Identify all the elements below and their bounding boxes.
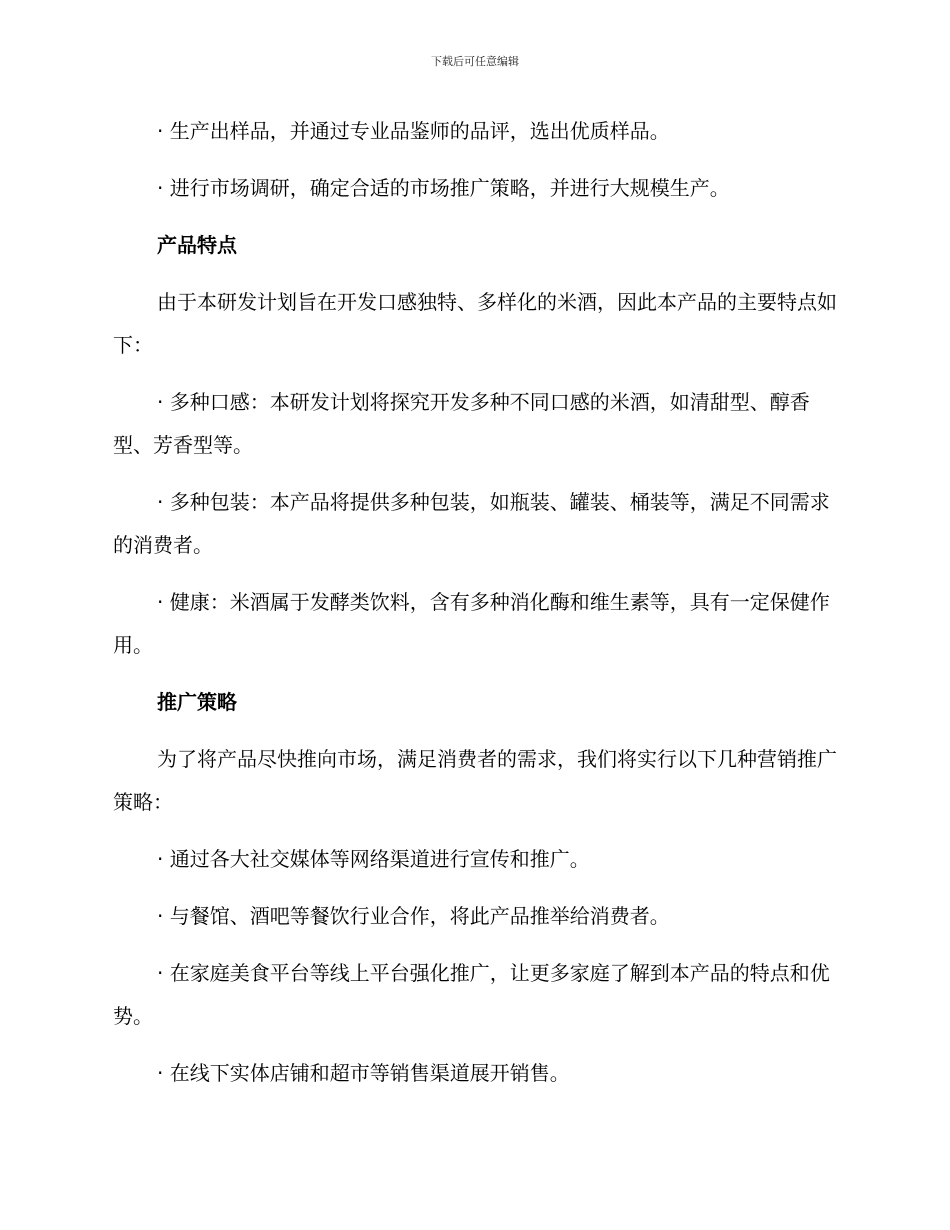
paragraph-feature-taste: · 多种口感：本研发计划将探究开发多种不同口感的米酒，如清甜型、醇香型、芳香型等。 <box>113 390 810 457</box>
paragraph-strategy-restaurants: · 与餐馆、酒吧等餐饮行业合作，将此产品推举给消费者。 <box>157 904 670 928</box>
paragraph-features-intro: 由于本研发计划旨在开发口感独特、多样化的米酒，因此本产品的主要特点如下： <box>113 290 837 357</box>
paragraph-feature-packaging: · 多种包装：本产品将提供多种包装，如瓶装、罐装、桶装等，满足不同需求的消费者。 <box>113 490 830 557</box>
heading-product-features: 产品特点 <box>157 233 237 257</box>
paragraph-strategy-social-media: · 通过各大社交媒体等网络渠道进行宣传和推广。 <box>157 847 590 871</box>
paragraph-sample-production: · 生产出样品，并通过专业品鉴师的品评，选出优质样品。 <box>157 119 670 143</box>
page-header: 下载后可任意编辑 <box>431 55 519 68</box>
document-body <box>113 110 837 1109</box>
heading-promotion-strategy: 推广策略 <box>157 690 237 714</box>
paragraph-feature-health: · 健康：米酒属于发酵类饮料，含有多种消化酶和维生素等，具有一定保健作用。 <box>113 590 830 657</box>
paragraph-strategy-intro: 为了将产品尽快推向市场，满足消费者的需求，我们将实行以下几种营销推广策略： <box>113 747 837 814</box>
paragraph-strategy-offline-stores: · 在线下实体店铺和超市等销售渠道展开销售。 <box>157 1061 570 1085</box>
paragraph-strategy-online-platforms: · 在家庭美食平台等线上平台强化推广，让更多家庭了解到本产品的特点和优势。 <box>113 961 830 1028</box>
paragraph-market-research: · 进行市场调研，确定合适的市场推广策略，并进行大规模生产。 <box>157 176 730 200</box>
